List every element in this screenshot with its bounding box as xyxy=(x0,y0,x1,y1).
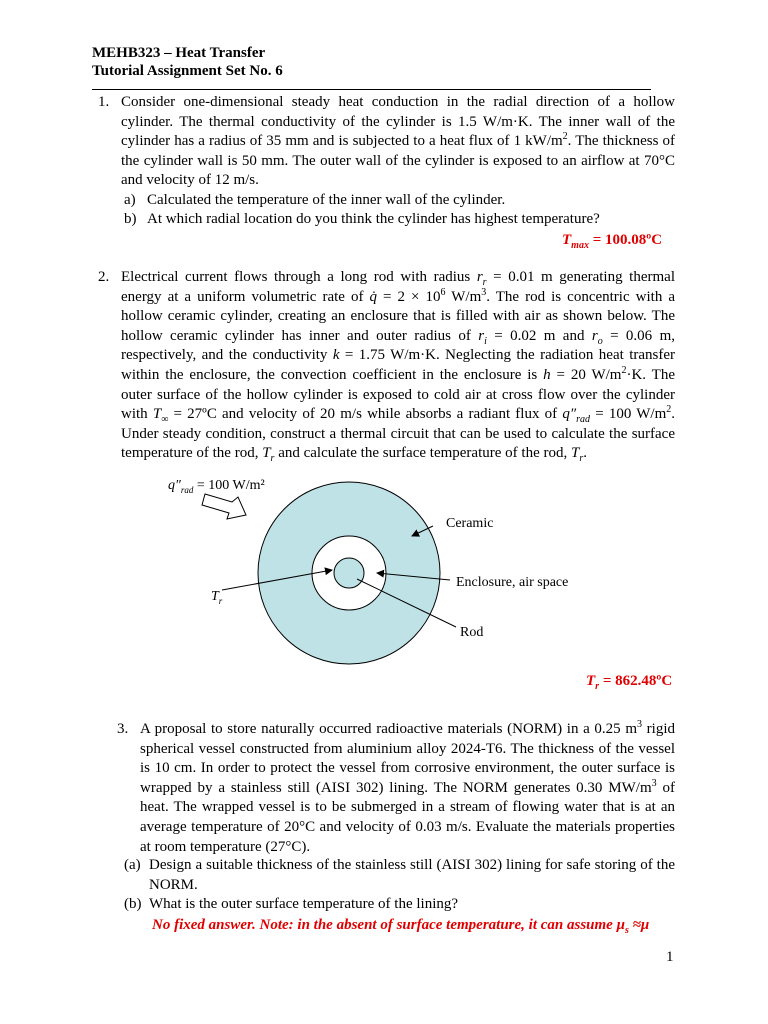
q1-a-label: a) xyxy=(124,192,136,208)
flux-label: $q''_{rad} = 100$ W/m² xyxy=(168,478,265,495)
course-title: MEHB323 – Heat Transfer xyxy=(92,45,266,61)
q1-answer: $T_{max}$ = 100.08ºC xyxy=(562,232,663,251)
q3-note: No fixed answer. Note: in the absent of surface temperature, it can assume $\mu_s \approx\mu$ xyxy=(152,917,650,936)
q3-a-label: (a) xyxy=(124,857,141,873)
enclosure-label: Enclosure, air space xyxy=(456,575,569,590)
q2-answer: $T_r$ = 862.48ºC xyxy=(586,673,673,692)
q2-text: Electrical current flows through a long rod with radius $r_r = 0.01$ m generating thermal energy at a uniform volumetric rate of q̇ = $2 \times 10^6$ $W/m^3$. The rod is concentric with a hollow ceramic cylinder, creating an enclosure that is filled with air as shown below. The hollow ceramic cylinder has inner and outer radius of $r_i = 0.02$ m and $r_o = 0.06$ m, respectively, and the conductivity k = 1.75 W/m·K. Neglecting the radiation heat transfer within the enclosure, the convection coefficient in the enclosure is h = 20 $W/m^2\cdot K$. The outer surface of the hollow cylinder is exposed to cold air at cross flow over the cylinder with $T_\infty$ = 27ºC and velocity of 20 m/s while absorbs a radiant flux of $q''_{rad} = 100$ $W/m^2$. Under steady condition, construct a thermal circuit that can be used to calculate the surface temperature of the rod, $T_r$ and calculate the surface temperature of the rod, $T_r$. xyxy=(121,269,675,465)
q2-number: 2. xyxy=(98,269,110,285)
rod xyxy=(334,558,364,588)
q3-b-label: (b) xyxy=(124,896,142,912)
q3-text: A proposal to store naturally occurred radioactive materials (NORM) in a 0.25 $m^3$ rigid spherical vessel constructed from aluminium alloy 2024-T6. The thickness of the vessel is 10 cm. In order to protect the vessel from corrosive environment, the outer surface is wrapped by a stainless still (AISI 302) lining. The NORM generates 0.30 $MW/m^3$ of heat. The wrapped vessel is to be submerged in a stream of flowing water that is at an average temperature of 20°C and velocity of 0.03 m/s. Evaluate the materials properties at room temperature (27°C). xyxy=(140,719,675,855)
q1-b-text: At which radial location do you think the cylinder has highest temperature? xyxy=(147,211,600,227)
header-rule xyxy=(92,89,651,90)
rod-label: Rod xyxy=(460,625,484,640)
q1-a-text: Calculated the temperature of the inner wall of the cylinder. xyxy=(147,192,506,208)
q3-number: 3. xyxy=(117,721,129,737)
q3-a-text: Design a suitable thickness of the stainless still (AISI 302) lining for safe storing of the NORM. xyxy=(149,857,675,893)
tr-label: $T_r$ xyxy=(211,589,223,606)
ceramic-label: Ceramic xyxy=(446,516,494,531)
page-number: 1 xyxy=(666,949,674,965)
q3-b-text: What is the outer surface temperature of the lining? xyxy=(149,896,459,912)
q1-number: 1. xyxy=(98,94,110,110)
assignment-title: Tutorial Assignment Set No. 6 xyxy=(92,63,283,79)
q1-b-label: b) xyxy=(124,211,137,227)
q1-text: Consider one-dimensional steady heat conduction in the radial direction of a hollow cylinder. The thermal conductivity of the cylinder is 1.5 W/m·K. The inner wall of the cylinder has a radius of 35 mm and is subjected to a heat flux of 1 $kW/m^2$. The thickness of the cylinder wall is 50 mm. The outer wall of the cylinder is exposed to an airflow at 70°C and velocity of 12 m/s. xyxy=(121,94,675,189)
